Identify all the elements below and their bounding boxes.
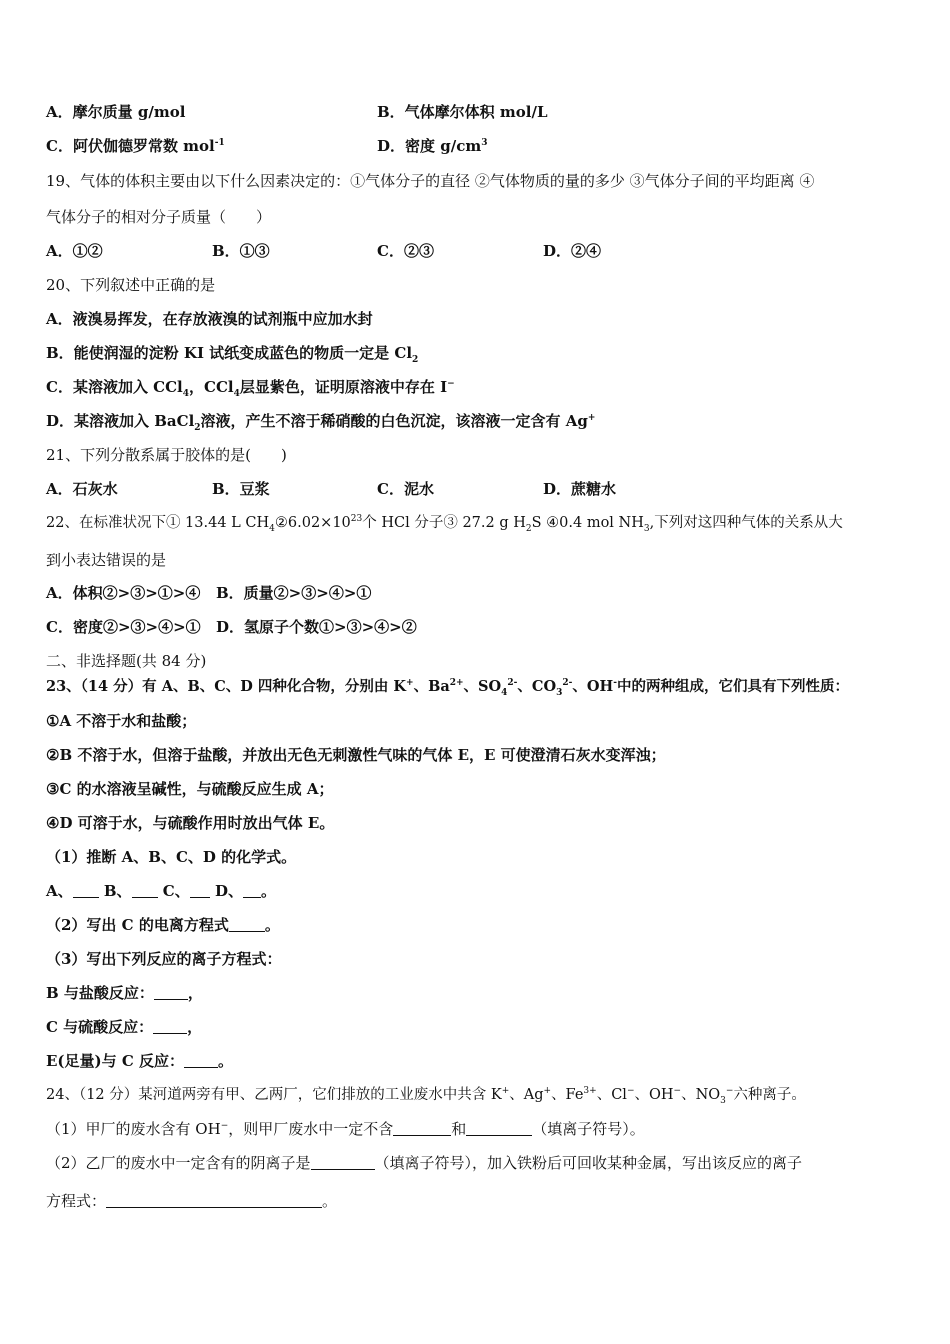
q22-option-d: D．氢原子个数①>③>④>② bbox=[216, 618, 417, 636]
q20-stem: 20、下列叙述中正确的是 bbox=[46, 276, 216, 294]
answer-blank-ion-1[interactable] bbox=[393, 1121, 451, 1136]
q23-reaction-3: E(足量)与 C 反应： 。 bbox=[46, 1052, 234, 1070]
q21-option-c: C．泥水 bbox=[377, 480, 434, 498]
q19-options bbox=[46, 241, 601, 261]
q23-stem: 23、（14 分）有 A、B、C、D 四种化合物，分别由 K+、$Ba^{2+}$、$SO_4^{2-}$、$CO_3^{2-}$、OH-中的两种组成，它们具有下列性质： bbox=[46, 678, 849, 698]
q18-option-b: B．气体摩尔体积 mol/L bbox=[377, 103, 548, 121]
q18-options-row1 bbox=[46, 102, 548, 122]
q23-subquestion-3: （3）写出下列反应的离子方程式： bbox=[46, 950, 282, 968]
q18-option-c: C．阿伏伽德罗常数 mol$^{-1}$ bbox=[46, 137, 225, 155]
q20-option-c: C．某溶液加入 CCl$_4$，CCl$_4$层显紫色，证明原溶液中存在 I− bbox=[46, 378, 455, 399]
q20-option-d: D．某溶液加入 BaCl$_2$溶液，产生不溶于稀硝酸的白色沉淀，该溶液一定含有 Ag+ bbox=[46, 412, 596, 433]
answer-blank-a[interactable] bbox=[73, 883, 99, 898]
q21-option-b: B．豆浆 bbox=[212, 480, 270, 498]
q22-options-row1 bbox=[46, 583, 371, 603]
answer-blank-r2[interactable] bbox=[153, 1019, 187, 1034]
q19-option-b: B．①③ bbox=[212, 242, 270, 260]
q20-option-a: A．液溴易挥发，在存放液溴的试剂瓶中应加水封 bbox=[46, 310, 373, 328]
answer-blank-c[interactable] bbox=[190, 883, 210, 898]
answer-blank-r3[interactable] bbox=[184, 1053, 218, 1068]
q23-subquestion-2: （2）写出 C 的电离方程式 。 bbox=[46, 916, 280, 934]
q19-stem-line1: 19、气体的体积主要由以下什么因素决定的：①气体分子的直径 ②气体物质的量的多少 ③气体分子间的平均距离 ④ bbox=[46, 172, 815, 190]
q18-options-row2 bbox=[46, 136, 487, 156]
q23-property-4: ④D 可溶于水，与硫酸作用时放出气体 E。 bbox=[46, 814, 335, 832]
answer-blank-b[interactable] bbox=[132, 883, 158, 898]
q24-stem: 24、（12 分）某河道两旁有甲、乙两厂，它们排放的工业废水中共含 K+、Ag+、$Fe^{3+}$、Cl−、OH−、$NO_3^-$六种离子。 bbox=[46, 1086, 806, 1106]
q22-option-a: A．体积②>③>①>④ bbox=[46, 584, 201, 602]
q21-options bbox=[46, 479, 616, 499]
q21-option-d: D．蔗糖水 bbox=[543, 480, 617, 498]
q22-option-c: C．密度②>③>④>① bbox=[46, 618, 201, 636]
q24-subquestion-1: （1）甲厂的废水含有 OH−，则甲厂废水中一定不含 和 （填离子符号）。 bbox=[46, 1120, 645, 1138]
answer-blank-equation[interactable] bbox=[106, 1193, 322, 1208]
q22-stem-line2: 到小表达错误的是 bbox=[46, 551, 167, 569]
q22-options-row2 bbox=[46, 617, 417, 637]
answer-blank-anion[interactable] bbox=[311, 1155, 375, 1170]
q23-reaction-2: C 与硫酸反应： ， bbox=[46, 1018, 203, 1036]
answer-blank-ionization[interactable] bbox=[229, 917, 265, 932]
q23-reaction-1: B 与盐酸反应： ， bbox=[46, 984, 203, 1002]
q18-option-d: D．密度 $g/cm^3$ bbox=[377, 137, 488, 155]
q23-subquestion-1: （1）推断 A、B、C、D 的化学式。 bbox=[46, 848, 297, 866]
q23-answer-line: A、 B、 C、 D、 。 bbox=[46, 882, 277, 900]
q19-option-a: A．①② bbox=[46, 242, 103, 260]
q20-option-b: B．能使润湿的淀粉 KI 试纸变成蓝色的物质一定是 $Cl_2$ bbox=[46, 344, 419, 365]
q22-option-b: B．质量②>③>④>① bbox=[216, 584, 372, 602]
q24-subquestion-2: （2）乙厂的废水中一定含有的阴离子是 （填离子符号），加入铁粉后可回收某种金属，写出该反应的离子 bbox=[46, 1154, 803, 1172]
q22-stem-line1: 22、在标准状况下① 13.44 L $CH_4②6.02\times 10^{23}$个 HCl 分子③ 27.2 g $H_2S$ ④0.4 mol $NH_3$,下列对这四种气体的关系从大 bbox=[46, 514, 843, 534]
q23-property-1: ①A 不溶于水和盐酸； bbox=[46, 712, 197, 730]
q19-option-c: C．②③ bbox=[377, 242, 434, 260]
section-heading: 二、非选择题(共 84 分) bbox=[46, 652, 207, 670]
q19-option-d: D．②④ bbox=[543, 242, 602, 260]
q23-property-2: ②B 不溶于水，但溶于盐酸，并放出无色无刺激性气味的气体 E，E 可使澄清石灰水变浑浊； bbox=[46, 746, 666, 764]
q18-option-a: A．摩尔质量 g/mol bbox=[46, 103, 186, 121]
q23-property-3: ③C 的水溶液呈碱性，与硫酸反应生成 A； bbox=[46, 780, 334, 798]
answer-blank-ion-2[interactable] bbox=[466, 1121, 532, 1136]
q21-option-a: A．石灰水 bbox=[46, 480, 118, 498]
answer-blank-r1[interactable] bbox=[154, 985, 188, 1000]
q24-equation-line: 方程式： 。 bbox=[46, 1192, 338, 1210]
answer-blank-d[interactable] bbox=[243, 883, 261, 898]
q21-stem: 21、下列分散系属于胶体的是( ) bbox=[46, 446, 287, 464]
q19-stem-line2: 气体分子的相对分子质量（ ） bbox=[46, 208, 272, 226]
